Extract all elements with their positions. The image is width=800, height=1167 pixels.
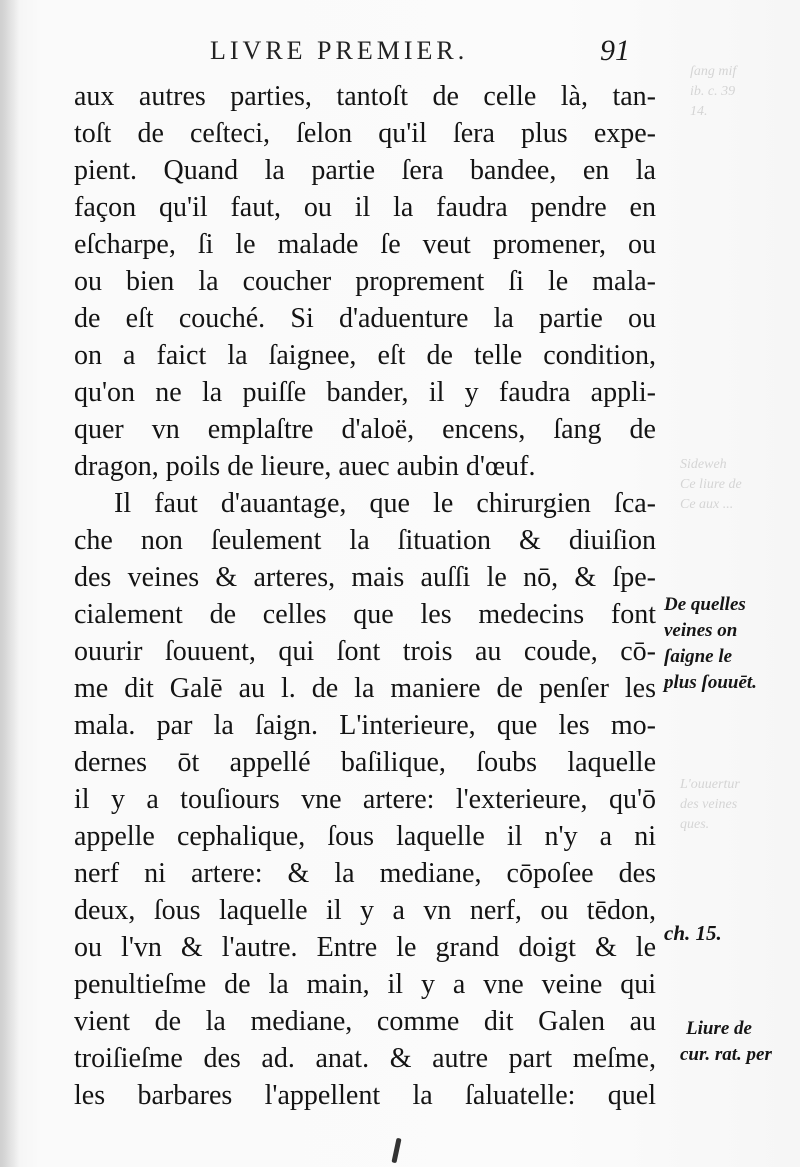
page-number: 91 (600, 34, 630, 67)
text-line: mala. par la ſaign. L'interieure, que les mo- (74, 710, 656, 741)
page-header (210, 34, 640, 74)
paragraph-start-line: Il faut d'auantage, que le chirurgien ſca- (114, 488, 656, 519)
text-line: de eſt couché. Si d'aduenture la partie ou (74, 303, 656, 334)
text-line: cialement de celles que les medecins font (74, 599, 656, 630)
ink-mark (391, 1138, 401, 1163)
main-text-block (74, 78, 656, 1114)
text-line: penultieſme de la main, il y a vne veine qui (74, 969, 656, 1000)
text-line: les barbares l'appellent la ſaluatelle: quel (74, 1080, 656, 1111)
text-line: il y a touſiours vne artere: l'exterieure, qu'ō (74, 784, 656, 815)
text-line: dragon, poils de lieure, auec aubin d'œuf. (74, 451, 536, 482)
text-line: ou l'vn & l'autre. Entre le grand doigt & le (74, 932, 656, 963)
text-line: troiſieſme des ad. anat. & autre part meſme, (74, 1043, 656, 1074)
text-line: ouurir ſouuent, qui ſont trois au coude, cō- (74, 636, 656, 667)
text-line: on a faict la ſaignee, eſt de telle condition, (74, 340, 656, 371)
text-line: che non ſeulement la ſituation & diuiſion (74, 525, 656, 556)
text-line: dernes ōt appellé baſilique, ſoubs laquelle (74, 747, 656, 778)
text-line: façon qu'il faut, ou il la faudra pendre en (74, 192, 656, 223)
bleed-through-text-top: ſang mif ib. c. 39 14. (690, 64, 737, 119)
margin-note-veins: De quelles veines on ſaigne le plus ſouuēt. (664, 594, 757, 693)
text-line: ou bien la coucher proprement ſi le mala- (74, 266, 656, 297)
text-line: me dit Galē au l. de la maniere de penſer les (74, 673, 656, 704)
text-line: des veines & arteres, mais auſſi le nō, & ſpe- (74, 562, 656, 593)
bleed-through-text-lower: L'ouuertur des veines ques. (680, 777, 740, 832)
text-line: appelle cephalique, ſous laquelle il n'y a ni (74, 821, 656, 852)
text-line: toſt de ceſteci, ſelon qu'il ſera plus expe- (74, 118, 656, 149)
text-line: eſcharpe, ſi le malade ſe veut promener, ou (74, 229, 656, 260)
margin-note-chapter: ch. 15. (664, 921, 722, 945)
text-line: qu'on ne la puiſſe bander, il y faudra appli- (74, 377, 656, 408)
running-head: LIVRE PREMIER. (210, 36, 469, 65)
text-line: nerf ni artere: & la mediane, cōpoſee des (74, 858, 656, 889)
text-line: pient. Quand la partie ſera bandee, en la (74, 155, 656, 186)
text-line: vient de la mediane, comme dit Galen au (74, 1006, 656, 1037)
text-line: aux autres parties, tantoſt de celle là, tan- (74, 81, 656, 112)
margin-note-book-ref: Liure de cur. rat. per (680, 1018, 772, 1065)
bleed-through-text-middle: Sideweh Ce liure de Ce aux ... (680, 457, 742, 512)
text-line: deux, ſous laquelle il y a vn nerf, ou tēdon, (74, 895, 656, 926)
gutter-shadow (0, 0, 20, 1167)
text-line: quer vn emplaſtre d'aloë, encens, ſang de (74, 414, 656, 445)
